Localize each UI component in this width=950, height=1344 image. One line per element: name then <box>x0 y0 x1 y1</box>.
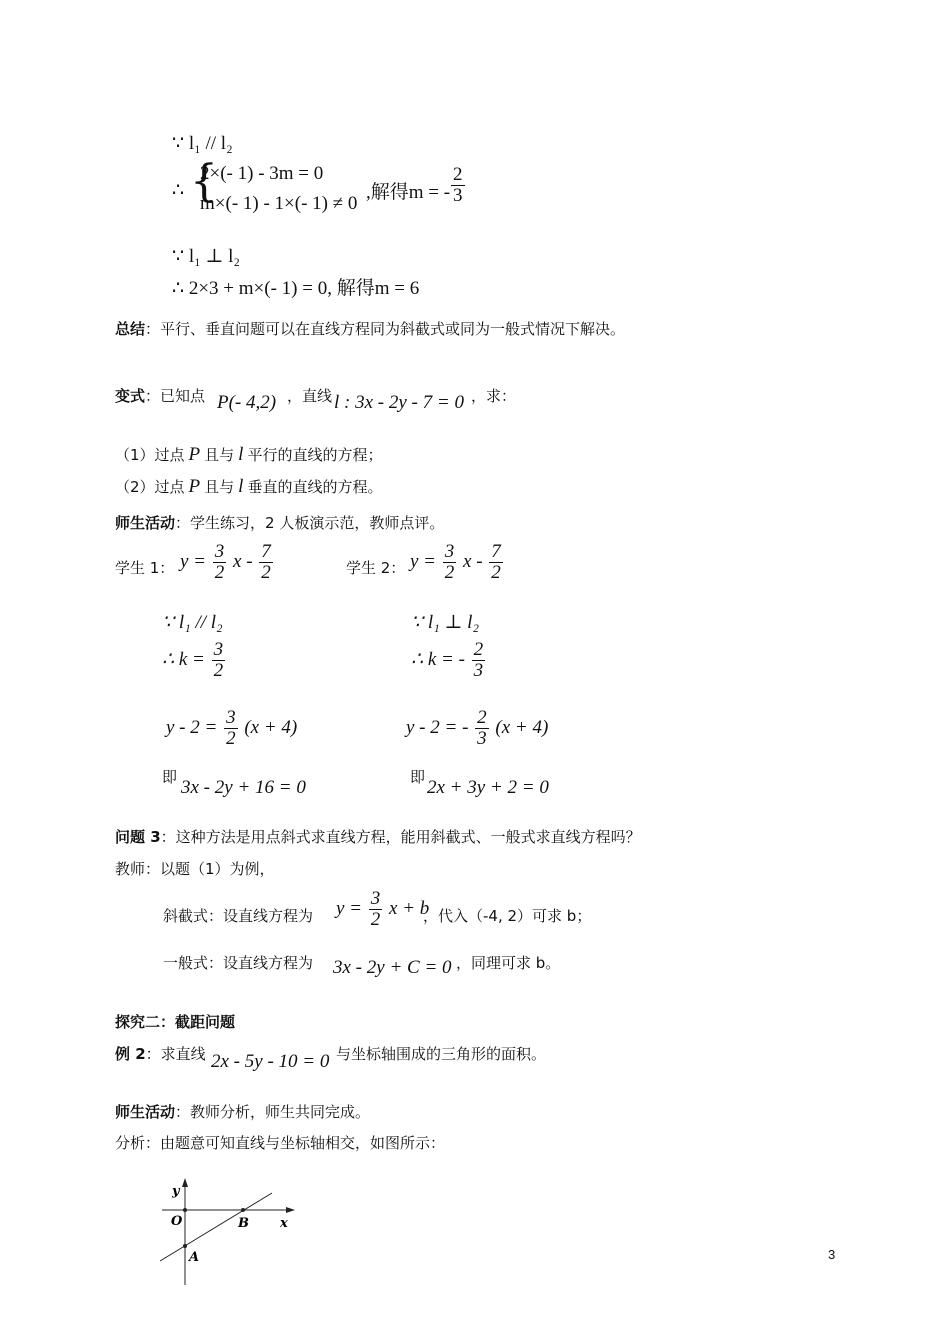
eq-left: y = <box>410 550 437 572</box>
ps-right: (x + 4) <box>495 716 549 738</box>
activity2-paragraph <box>115 1101 370 1122</box>
slope-intercept-equation <box>336 889 429 930</box>
origin-point <box>183 1208 187 1212</box>
a-label: A <box>189 1250 200 1265</box>
system-result: ,解得m = - <box>366 182 451 203</box>
ps-right: (x + 4) <box>244 716 298 738</box>
student2-label: 学生 2： <box>346 559 406 577</box>
fraction-denominator: 3 <box>477 728 487 749</box>
summary-text: ：平行、垂直问题可以在直线方程同为斜截式或同为一般式情况下解决。 <box>145 320 626 338</box>
q1-mid: 且与 <box>204 446 235 464</box>
general-form-prefix: 一般式：设直线方程为 <box>163 954 314 972</box>
y-axis-arrow <box>182 1178 188 1187</box>
point-p: P <box>188 476 201 497</box>
teacher-line: 教师：以题（1）为例， <box>115 860 275 878</box>
fraction-denominator: 2 <box>213 660 224 681</box>
eq-mid: x - <box>233 550 253 572</box>
fraction-numerator: 7 <box>491 541 501 562</box>
analysis-text: 分析：由题意可知直线与坐标轴相交，如图所示： <box>115 1134 446 1152</box>
variant-label: 变式 <box>115 387 146 405</box>
general-form-equation: 3x - 2y + C = 0 <box>333 957 452 978</box>
student2-slope <box>411 640 487 681</box>
point-b <box>241 1208 245 1212</box>
system-equation-1: 2×(- 1) - 3m = 0 <box>200 163 324 184</box>
activity-paragraph <box>115 512 444 533</box>
line-l: l <box>238 476 244 497</box>
activity2-text: ：教师分析，师生共同完成。 <box>175 1103 371 1121</box>
variant-question-1 <box>115 444 382 466</box>
fraction-numerator: 3 <box>213 639 224 660</box>
fraction-denominator: 2 <box>370 909 381 930</box>
q1-suffix: 平行的直线的方程； <box>247 446 383 464</box>
fraction-numerator: 3 <box>226 707 236 728</box>
eq-mid: x - <box>463 550 483 572</box>
therefore-symbol: ∴ <box>172 180 185 201</box>
example2-text-2: 与坐标轴围成的三角形的面积。 <box>336 1045 547 1063</box>
student2-equation <box>410 542 505 583</box>
q1-prefix: （1）过点 <box>115 446 185 464</box>
fraction-denominator: 3 <box>473 660 484 681</box>
page-number: 3 <box>828 1247 836 1262</box>
k-left: ∴ k = - <box>411 648 465 670</box>
general-form-suffix: ，同理可求 b。 <box>456 954 561 972</box>
variant-question-2 <box>115 476 382 498</box>
eq-right: x + b <box>389 897 430 919</box>
fraction-numerator: 2 <box>453 164 463 185</box>
fraction-numerator: 3 <box>370 888 381 909</box>
fraction-denominator: 2 <box>261 562 271 583</box>
x-axis-arrow <box>286 1207 295 1213</box>
q2-prefix: （2）过点 <box>115 478 185 496</box>
question3-label: 问题 3 <box>115 828 161 846</box>
perpendicular-condition: ∵ l₁ ⊥ l₂ <box>172 246 241 267</box>
student2-point-slope <box>406 708 548 749</box>
system-equation-2: m×(- 1) - 1×(- 1) ≠ 0 <box>200 193 358 214</box>
fraction-numerator: 3 <box>444 541 455 562</box>
student2-condition: ∵ l₁ ⊥ l₂ <box>411 612 479 633</box>
student1-point-slope <box>166 708 297 749</box>
variant-point: P(- 4,2) <box>217 392 277 413</box>
variant-text-3: ，求： <box>471 387 517 405</box>
fraction-numerator: 2 <box>477 707 487 728</box>
system-brace: { <box>190 156 218 207</box>
question3-text: ：这种方法是用点斜式求直线方程，能用斜截式、一般式求直线方程吗？ <box>160 828 641 846</box>
activity2-label: 师生活动 <box>115 1103 176 1121</box>
point-p: P <box>188 444 201 465</box>
variant-line-equation: l : 3x - 2y - 7 = 0 <box>334 392 464 413</box>
student1-slope <box>162 640 227 681</box>
perpendicular-solution: ∴ 2×3 + m×(- 1) = 0, 解得m = 6 <box>172 278 420 299</box>
eq-left: y = <box>180 550 207 572</box>
slope-intercept-suffix: ，代入（-4, 2）可求 b； <box>423 907 592 925</box>
b-label: B <box>238 1216 249 1231</box>
k-left: ∴ k = <box>162 648 205 670</box>
slope-intercept-prefix: 斜截式：设直线方程为 <box>163 907 314 925</box>
fraction-denominator: 3 <box>453 185 463 206</box>
example2-equation: 2x - 5y - 10 = 0 <box>211 1051 330 1072</box>
fraction-numerator: 2 <box>473 639 484 660</box>
point-a <box>183 1244 187 1248</box>
example2-lead <box>115 1043 206 1064</box>
student1-condition: ∵ l₁ // l₂ <box>162 612 223 633</box>
fraction-denominator: 2 <box>226 728 236 749</box>
ps-left: y - 2 = <box>166 716 218 738</box>
example2-label: 例 2 <box>115 1045 146 1063</box>
variant-text-2: ，直线 <box>287 387 333 405</box>
parallel-condition: ∵ l₁ // l₂ <box>172 133 233 154</box>
student2-result: 2x + 3y + 2 = 0 <box>427 777 549 798</box>
explore2-title: 探究二：截距问题 <box>115 1013 236 1031</box>
student1-label: 学生 1： <box>115 559 175 577</box>
summary-paragraph <box>115 318 625 339</box>
activity-text: ：学生练习，2 人板演示范，教师点评。 <box>175 514 445 532</box>
fraction-denominator: 2 <box>444 562 455 583</box>
student2-ji: 即 <box>410 768 426 786</box>
q2-suffix: 垂直的直线的方程。 <box>247 478 383 496</box>
coordinate-figure <box>150 1175 310 1290</box>
student1-ji: 即 <box>162 768 178 786</box>
x-label: x <box>280 1216 288 1231</box>
fraction-numerator: 3 <box>214 541 225 562</box>
ps-left: y - 2 = - <box>406 716 469 738</box>
q2-mid: 且与 <box>204 478 235 496</box>
student1-result: 3x - 2y + 16 = 0 <box>181 777 306 798</box>
fraction-denominator: 2 <box>491 562 501 583</box>
o-label: O <box>171 1214 183 1229</box>
variant-paragraph <box>115 385 205 406</box>
line-l: l <box>238 444 244 465</box>
student1-equation <box>180 542 275 583</box>
fraction-denominator: 2 <box>214 562 225 583</box>
eq-left: y = <box>336 897 363 919</box>
activity-label: 师生活动 <box>115 514 176 532</box>
variant-text-1: ：已知点 <box>145 387 206 405</box>
system-result-fraction <box>449 165 467 206</box>
fraction-numerator: 7 <box>261 541 271 562</box>
summary-label: 总结 <box>115 320 146 338</box>
example2-text-1: ：求直线 <box>145 1045 206 1063</box>
y-label: y <box>172 1184 180 1199</box>
question3-paragraph <box>115 826 641 847</box>
